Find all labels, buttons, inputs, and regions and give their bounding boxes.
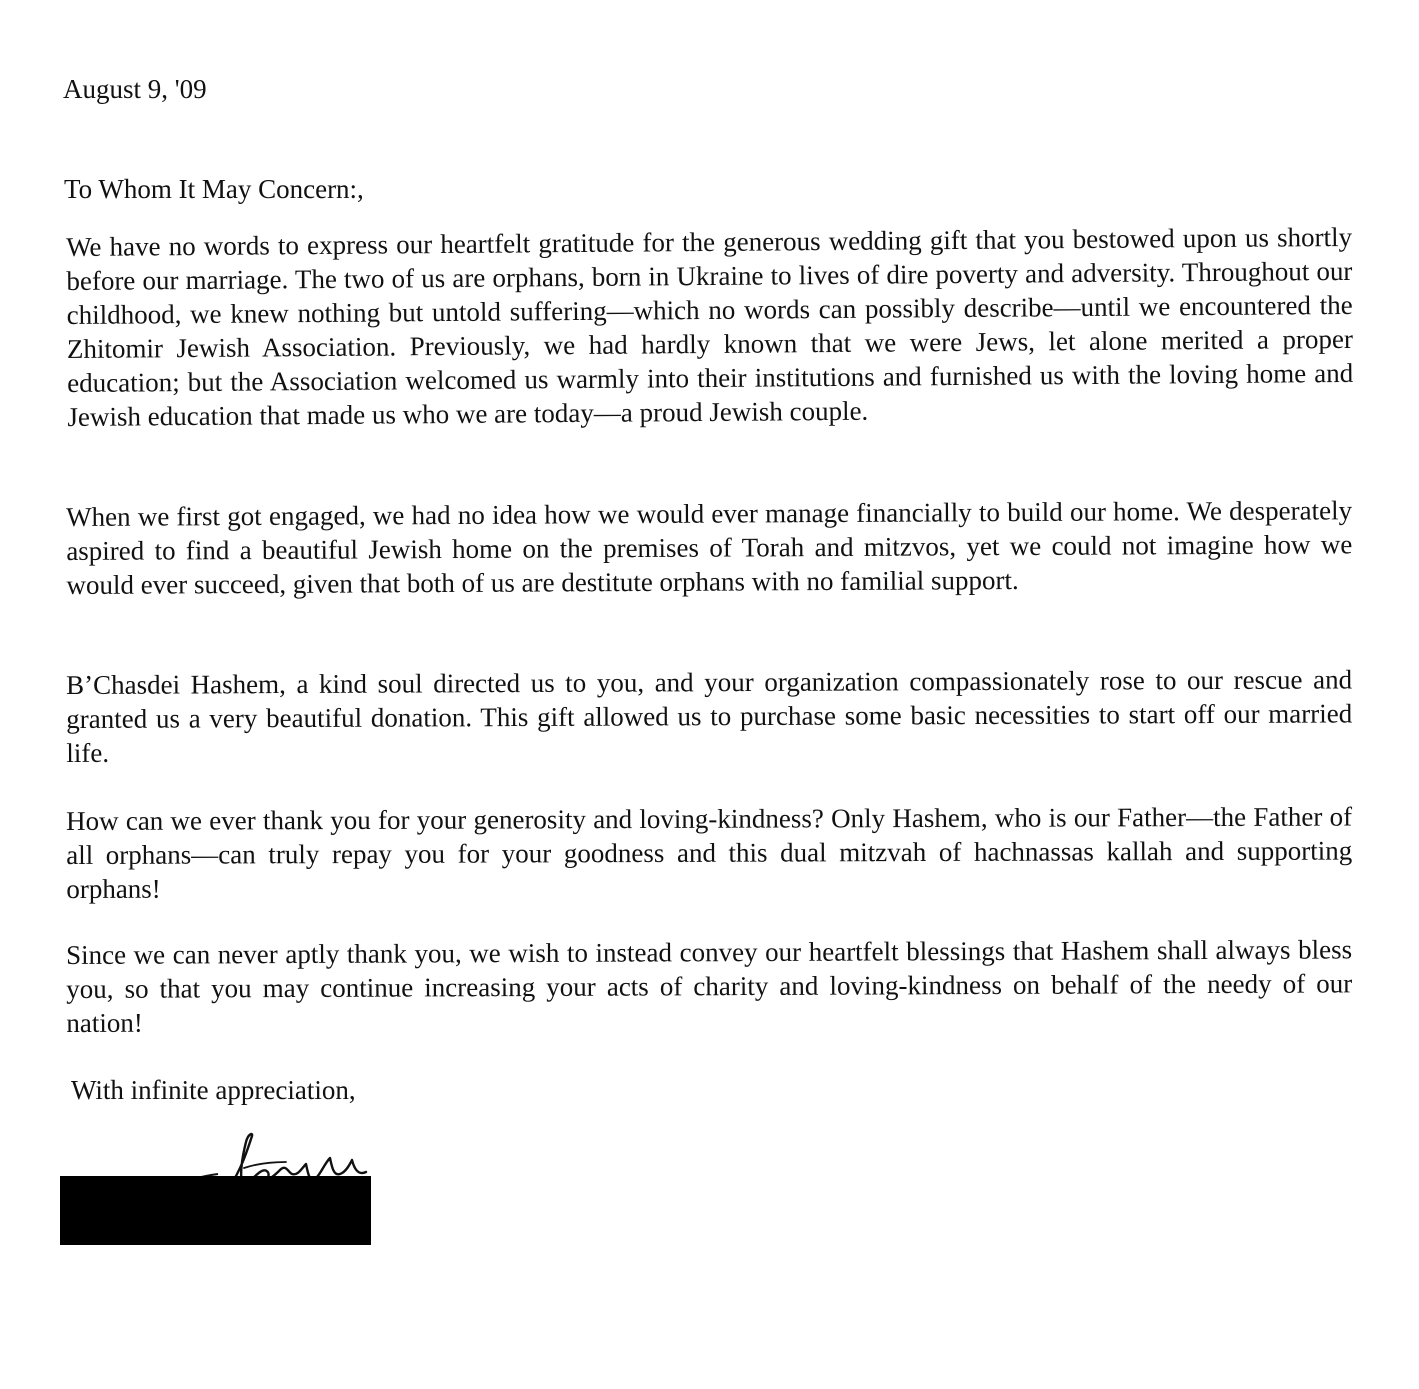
salutation: To Whom It May Concern:, [64, 174, 364, 204]
paragraph-engagement: When we first got engaged, we had no idea how we would ever manage financially to build our home. We desperately aspired to find a beautiful Jewish home on the premises of Torah and mitzvos, yet we could not imagine how we would ever succeed, given that both of us are destitute orphans with no familial support. [66, 495, 1353, 600]
paragraph-donation: B’Chasdei Hashem, a kind soul directed us to you, and your organization compassionately rose to our rescue and granted us a very beautiful donation. This gift allowed us to purchase some basic necessities to start off our married life. [66, 664, 1353, 768]
paragraph-thanks: How can we ever thank you for your generosity and loving-kindness? Only Hashem, who is our Father—the Father of all orphans—can truly repay you for your goodness and this dual mitzvah of hachnassas kallah and supporting orphans! [66, 801, 1353, 904]
paragraph-blessings: Since we can never aptly thank you, we wish to instead convey our heartfelt blessings that Hashem shall always bless you, so that you may continue increasing your acts of charity and loving-kindness on behalf of the needy of our nation! [66, 934, 1353, 1038]
redaction-bar [60, 1176, 371, 1245]
letter-date: August 9, '09 [63, 74, 207, 104]
paragraph-gratitude: We have no words to express our heartfelt gratitude for the generous wedding gift that you bestowed upon us shortly before our marriage. The two of us are orphans, born in Ukraine to lives of dire poverty and adversity. Throughout our childhood, we knew nothing but untold suffering—which no words can possibly describe—until we encountered the Zhitomir Jewish Association. Previously, we had hardly known that we were Jews, let alone merited a proper education; but the Association welcomed us warmly into their institutions and furnished us with the loving home and Jewish education that made us who we are today—a proud Jewish couple. [66, 221, 1354, 432]
closing-line: With infinite appreciation, [71, 1075, 356, 1105]
